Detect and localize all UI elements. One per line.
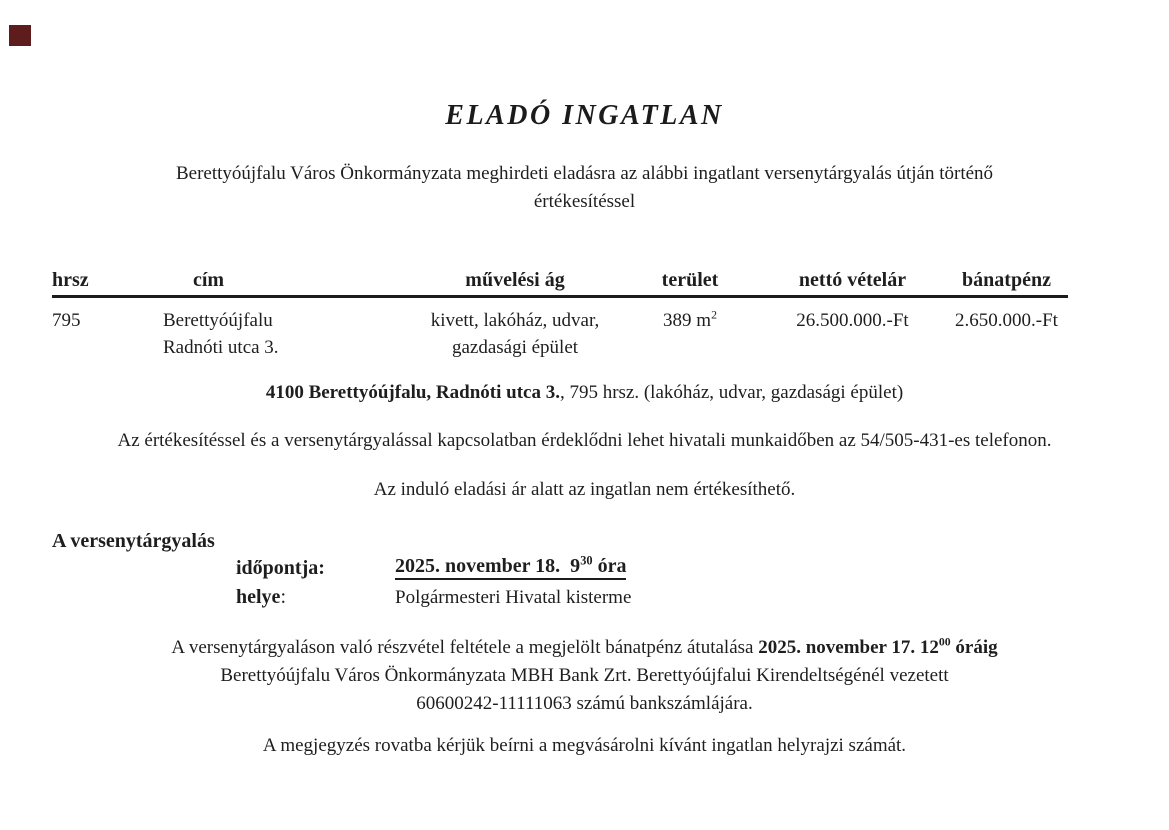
auction-time-suffix: óra [592,555,627,577]
deposit-deadline-superscript: 00 [938,635,951,649]
document-title: ELADÓ INGATLAN [445,100,724,131]
auction-place-row [236,583,1117,612]
property-table [52,269,1117,361]
auction-time-value [395,554,626,580]
intro-line-1: Berettyóújfalu Város Önkormányzata meghirdeti eladásra az alábbi ingatlant versenytárgyalás útján történő [175,163,994,184]
deposit-deadline-suffix: óráig [950,637,998,658]
deposit-line-1-regular: A versenytárgyaláson való részvétel feltétele a megjelölt bánatpénz átutalása [171,637,759,658]
muvelesi-ag-line-1: kivett, lakóház, udvar, [430,310,600,331]
intro-line-2: értékesítéssel [533,191,636,212]
address-line [52,381,1117,405]
auction-place-label-text: helye [236,586,281,608]
deposit-line-3: 60600242-11111063 számú bankszámlájára. [416,693,753,714]
deposit-line-1 [52,634,1117,662]
cell-cim [163,307,410,361]
minimum-price-line: Az induló eladási ár alatt az ingatlan nem értékesíthető. [373,479,796,500]
auction-heading: A versenytárgyalás [52,530,215,552]
deposit-deadline-base: 2025. november 17. 12 [758,637,939,658]
table-header-row [52,269,1068,298]
cell-netto-vetelar: 26.500.000.-Ft [796,310,909,331]
cell-muvelesi-ag [410,307,620,361]
deposit-deadline-bold [758,637,997,658]
auction-time-row [236,554,1117,583]
auction-place-value: Polgármesteri Hivatal kisterme [395,587,632,608]
cell-hrsz: 795 [52,310,81,331]
muvelesi-ag-line-2: gazdasági épület [451,337,579,358]
terulet-superscript: 2 [711,308,717,322]
cim-line-2: Radnóti utca 3. [163,337,279,358]
cim-line-1: Berettyóújfalu [163,310,273,331]
col-header-banatpenz: bánatpénz [962,269,1051,291]
cell-banatpenz: 2.650.000.-Ft [955,310,1058,331]
address-bold: 4100 Berettyóújfalu, Radnóti utca 3. [265,382,560,403]
note-line: A megjegyzés rovatba kérjük beírni a megvásárolni kívánt ingatlan helyrajzi számát. [262,735,907,756]
col-header-muvelesi-ag: művelési ág [465,269,565,291]
col-header-netto-vetelar: nettó vételár [798,269,907,291]
auction-time-base: 2025. november 18. 9 [395,555,581,577]
deposit-line-2: Berettyóújfalu Város Önkormányzata MBH Bank Zrt. Berettyóújfalui Kirendeltségénél vezetett [220,665,949,686]
cell-terulet [620,307,760,361]
auction-place-colon: : [280,586,286,608]
address-rest: , 795 hrsz. (lakóház, udvar, gazdasági épület) [559,382,904,403]
contact-line: Az értékesítéssel és a versenytárgyalással kapcsolatban érdeklődni lehet hivatali munkaidőben az 54/505-431-es telefonon. [117,430,1052,451]
auction-time-superscript: 30 [580,553,593,568]
red-square-marker [9,25,31,46]
table-row [52,298,1068,361]
col-header-cim: cím [193,269,225,291]
auction-time-label: időpontja: [236,557,325,579]
col-header-terulet: terület [661,269,719,291]
auction-place-label [236,583,395,612]
deposit-paragraph [52,634,1117,718]
intro-paragraph [52,160,1117,216]
col-header-hrsz: hrsz [52,269,89,291]
terulet-value: 389 m [663,310,712,331]
